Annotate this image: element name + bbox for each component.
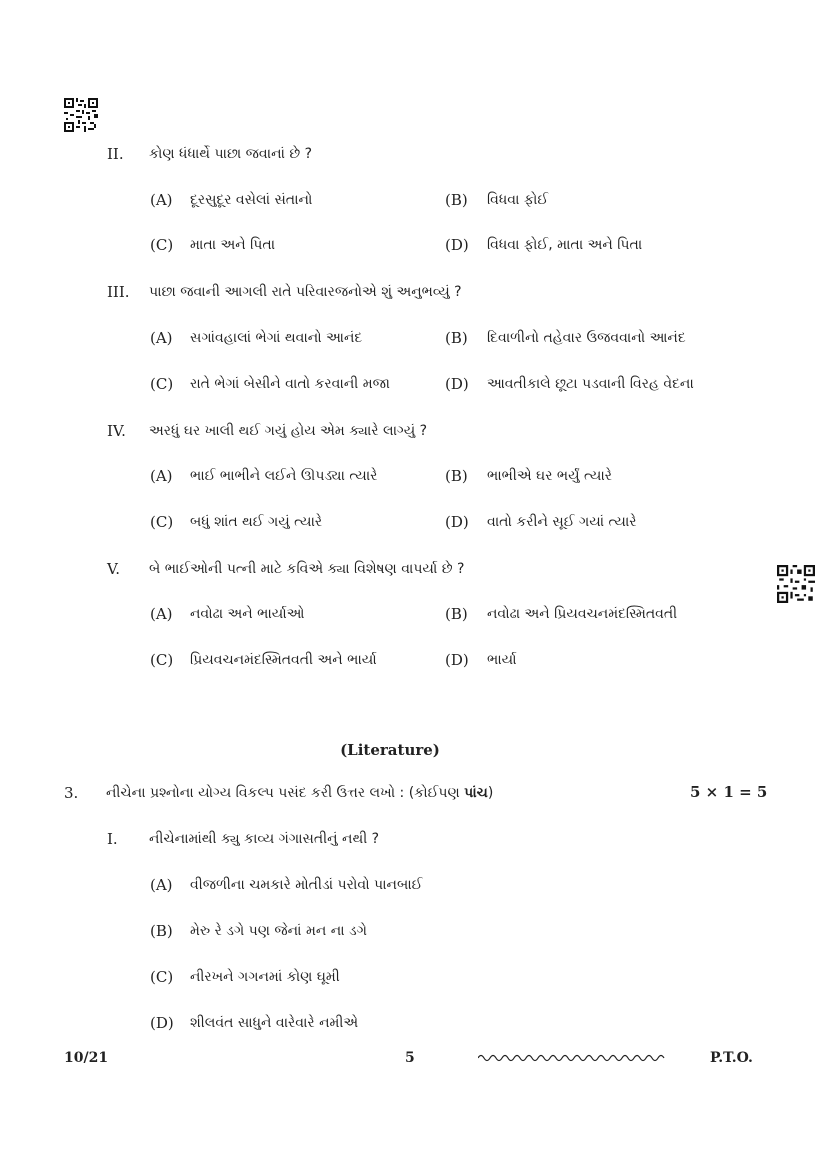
option-label: (C) (150, 651, 174, 669)
question-number: 3. (64, 784, 79, 802)
question-number: IV. (107, 422, 126, 440)
qr-code-top-left (64, 98, 98, 132)
option-text: વિધવા ફોઈ (487, 192, 549, 208)
option-text: ભાર્યા (487, 652, 517, 668)
marks: 5 × 1 = 5 (690, 783, 768, 801)
option-text: સગાંવહાલાં ભેગાં થવાનો આનંદ (190, 330, 363, 346)
option-label: (C) (150, 236, 174, 254)
option-text: માતા અને પિતા (190, 237, 276, 253)
question-text-emphasis: પાંચ (464, 785, 488, 801)
option-text: આવતીકાલે છૂટા પડવાની વિરહ વેદના (487, 376, 694, 392)
option-text: નવોઢા અને ભાર્યાઓ (190, 606, 305, 622)
question-text: પાછા જવાની આગલી રાતે પરિવારજનોએ શું અનુભવ્યું ? (149, 284, 462, 300)
question-number: I. (107, 830, 118, 848)
option-label: (A) (150, 191, 173, 209)
option-label: (B) (445, 329, 468, 347)
page-number: 5 (405, 1050, 415, 1066)
question-text-main: નીચેના પ્રશ્નોના યોગ્ય વિકલ્પ પસંદ કરી ઉત્તર લખો : (કોઈપણ (106, 785, 465, 801)
option-label: (A) (150, 605, 173, 623)
question-number: III. (107, 283, 130, 301)
option-label: (D) (445, 651, 469, 669)
option-text: ભાઈ ભાભીને લઈને ઊપડ્યા ત્યારે (190, 468, 378, 484)
question-text (106, 785, 493, 801)
question-text: બે ભાઈઓની પત્ની માટે કવિએ ક્યા વિશેષણ વાપર્યા છે ? (149, 561, 465, 577)
option-text: નવોઢા અને પ્રિયવચનમંદસ્મિતવતી (487, 606, 678, 622)
option-text: નીરખને ગગનમાં કોણ ઘૂમી (190, 969, 340, 985)
option-label: (B) (445, 605, 468, 623)
option-label: (A) (150, 467, 173, 485)
question-text: નીચેનામાંથી ક્યુ કાવ્ય ગંગાસતીનું નથી ? (149, 831, 380, 847)
wavy-line-decoration (478, 1052, 668, 1064)
option-label: (D) (445, 513, 469, 531)
option-text: મેરુ રે ડગે પણ જેનાં મન ના ડગે (190, 923, 367, 939)
section-heading: (Literature) (340, 741, 440, 759)
option-text: રાતે ભેગાં બેસીને વાતો કરવાની મજા (190, 376, 390, 392)
option-label: (C) (150, 375, 174, 393)
pto-label: P.T.O. (710, 1050, 753, 1066)
question-text: કોણ ધંધાર્થે પાછા જવાનાં છે ? (149, 146, 313, 162)
option-label: (C) (150, 968, 174, 986)
option-label: (B) (150, 922, 173, 940)
option-label: (A) (150, 876, 173, 894)
option-label: (D) (150, 1014, 174, 1032)
qr-code-right (777, 565, 815, 603)
option-text: શીલવંત સાધુને વારેવારે નમીએ (190, 1015, 359, 1031)
option-text: ભાભીએ ઘર ભર્યું ત્યારે (487, 468, 612, 484)
footer-code: 10/21 (64, 1050, 109, 1066)
option-label: (D) (445, 375, 469, 393)
option-text: વાતો કરીને સૂઈ ગયાં ત્યારે (487, 514, 637, 530)
option-label: (B) (445, 191, 468, 209)
question-text: અરધું ઘર ખાલી થઈ ગયું હોય એમ ક્યારે લાગ્યું ? (149, 423, 428, 439)
option-text: વિધવા ફોઈ, માતા અને પિતા (487, 237, 643, 253)
option-text: પ્રિયવચનમંદસ્મિતવતી અને ભાર્યા (190, 652, 377, 668)
question-number: II. (107, 145, 124, 163)
option-text: વીજળીના ચમકારે મોતીડાં પરોવો પાનબાઈ (190, 877, 423, 893)
option-label: (D) (445, 236, 469, 254)
question-number: V. (107, 560, 120, 578)
option-text: દૂરસુદૂર વસેલાં સંતાનો (190, 192, 313, 208)
option-label: (B) (445, 467, 468, 485)
option-label: (C) (150, 513, 174, 531)
option-text: બધું શાંત થઈ ગયું ત્યારે (190, 514, 323, 530)
question-text-close: ) (487, 785, 494, 801)
option-label: (A) (150, 329, 173, 347)
option-text: દિવાળીનો તહેવાર ઉજવવાનો આનંદ (487, 330, 686, 346)
